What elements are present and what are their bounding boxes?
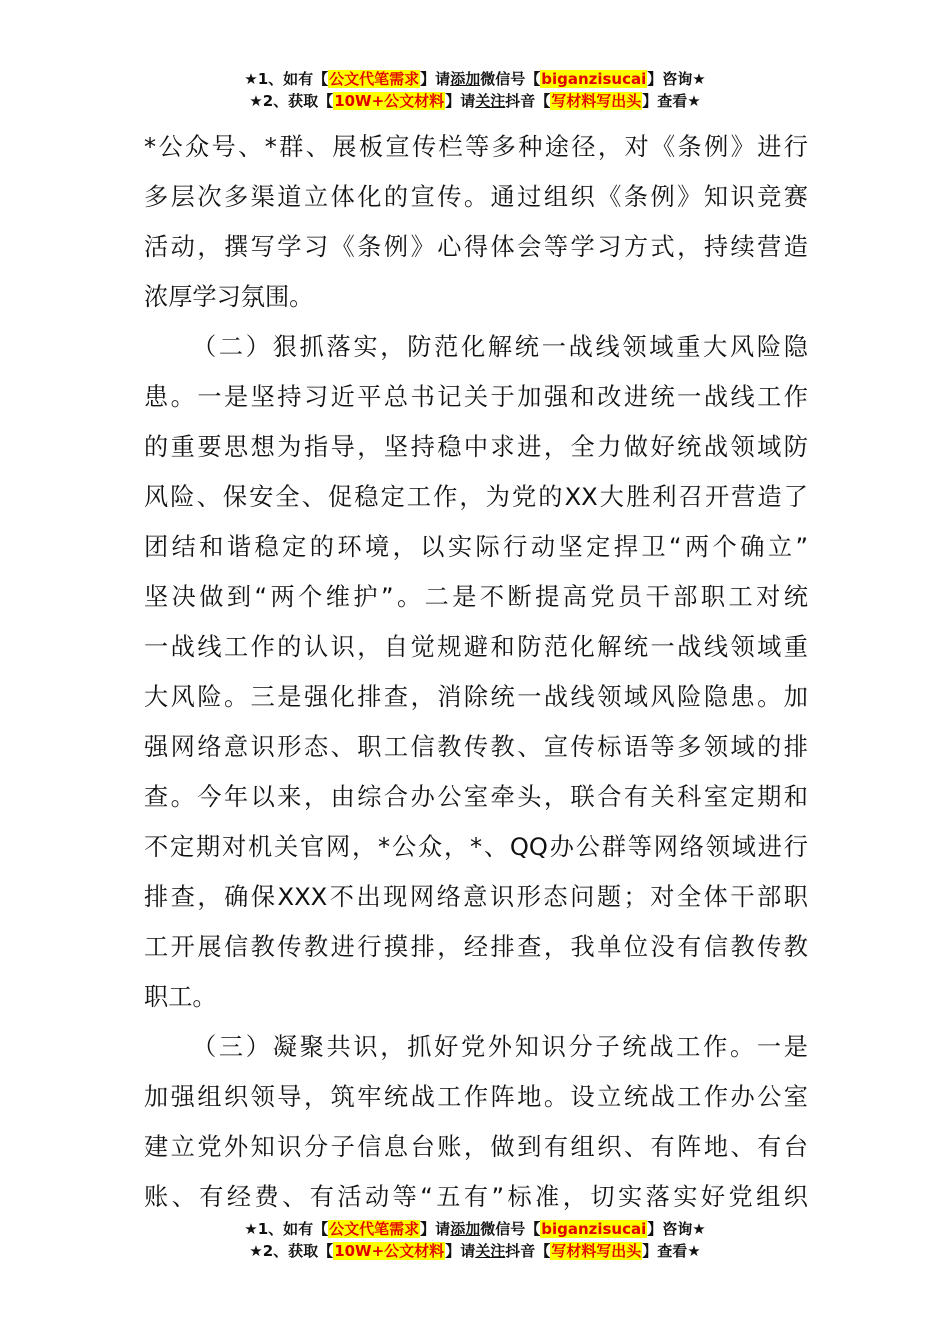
footer-line-1-suffix: 】咨询★ xyxy=(647,1220,706,1238)
body-line-11: 一战线工作的认识，自觉规避和防范化解统一战线领域重 xyxy=(144,633,808,661)
footer-banner xyxy=(0,1218,950,1262)
banner-highlight-wechat-id: biganzisucai xyxy=(541,70,647,88)
body-line-15: 不定期对机关官网，*公众，*、QQ办公群等网络领域进行 xyxy=(144,833,808,861)
footer-underline-add: 添加 xyxy=(450,1220,481,1238)
body-line-1: *公众号、*群、展板宣传栏等多种途径，对《条例》进行 xyxy=(144,133,808,161)
body-line-7: 的重要思想为指导，坚持稳中求进，全力做好统战领域防 xyxy=(144,433,808,461)
banner-line-2-mid1: 】请 xyxy=(445,92,476,110)
banner-line-2-prefix: ★2、获取【 xyxy=(249,92,334,110)
footer-line-2-mid1: 】请 xyxy=(445,1242,476,1260)
header-banner xyxy=(0,68,950,112)
banner-line-2-mid2: 抖音【 xyxy=(505,92,551,110)
banner-underline-add: 添加 xyxy=(450,70,481,88)
body-line-12: 大风险。三是强化排查，消除统一战线领域风险隐患。加 xyxy=(144,683,808,711)
body-line-8: 风险、保安全、促稳定工作，为党的XX大胜利召开营造了 xyxy=(144,483,808,511)
footer-line-1-prefix: ★1、如有【 xyxy=(244,1220,329,1238)
body-line-4: 浓厚学习氛围。 xyxy=(144,283,314,311)
body-line-19: （三）凝聚共识，抓好党外知识分子统战工作。一是 xyxy=(192,1033,808,1061)
footer-highlight-wechat-id: biganzisucai xyxy=(541,1220,647,1238)
banner-underline-follow: 关注 xyxy=(475,92,506,110)
banner-line-1-mid1: 】请 xyxy=(420,70,451,88)
banner-highlight-materials: 10W+公文材料 xyxy=(334,92,445,110)
banner-line-1-mid2: 微信号【 xyxy=(480,70,541,88)
body-line-2: 多层次多渠道立体化的宣传。通过组织《条例》知识竞赛 xyxy=(144,183,808,211)
footer-line-2-mid2: 抖音【 xyxy=(505,1242,551,1260)
body-line-21: 建立党外知识分子信息台账，做到有组织、有阵地、有台 xyxy=(144,1133,808,1161)
body-line-17: 工开展信教传教进行摸排，经排查，我单位没有信教传教 xyxy=(144,933,808,961)
body-line-14: 查。今年以来，由综合办公室牵头，联合有关科室定期和 xyxy=(144,783,808,811)
footer-line-2-suffix: 】查看★ xyxy=(642,1242,701,1260)
footer-underline-follow: 关注 xyxy=(475,1242,506,1260)
body-line-13: 强网络意识形态、职工信教传教、宣传标语等多领域的排 xyxy=(144,733,808,761)
footer-banner-line-2 xyxy=(0,1240,950,1262)
banner-line-2-suffix: 】查看★ xyxy=(642,92,701,110)
footer-line-1-mid2: 微信号【 xyxy=(480,1220,541,1238)
document-body xyxy=(144,122,808,1222)
body-line-6: 患。一是坚持习近平总书记关于加强和改进统一战线工作 xyxy=(144,383,808,411)
banner-highlight-douyin-id: 写材料写出头 xyxy=(551,92,642,110)
banner-line-2 xyxy=(0,90,950,112)
body-line-16: 排查，确保XXX不出现网络意识形态问题；对全体干部职 xyxy=(144,883,808,911)
banner-line-1-suffix: 】咨询★ xyxy=(647,70,706,88)
footer-line-1-mid1: 】请 xyxy=(420,1220,451,1238)
body-line-3: 活动，撰写学习《条例》心得体会等学习方式，持续营造 xyxy=(144,233,808,261)
banner-line-1 xyxy=(0,68,950,90)
body-line-9: 团结和谐稳定的环境，以实际行动坚定捍卫“两个确立” xyxy=(144,533,808,561)
footer-highlight-douyin-id: 写材料写出头 xyxy=(551,1242,642,1260)
body-line-22: 账、有经费、有活动等“五有”标准，切实落实好党组织 xyxy=(144,1183,808,1211)
body-line-20: 加强组织领导，筑牢统战工作阵地。设立统战工作办公室 xyxy=(144,1083,808,1111)
body-line-5: （二）狠抓落实，防范化解统一战线领域重大风险隐 xyxy=(192,333,808,361)
footer-highlight-service: 公文代笔需求 xyxy=(329,1220,420,1238)
footer-line-2-prefix: ★2、获取【 xyxy=(249,1242,334,1260)
footer-highlight-materials: 10W+公文材料 xyxy=(334,1242,445,1260)
banner-line-1-prefix: ★1、如有【 xyxy=(244,70,329,88)
body-line-18: 职工。 xyxy=(144,983,217,1011)
footer-banner-line-1 xyxy=(0,1218,950,1240)
banner-highlight-service: 公文代笔需求 xyxy=(329,70,420,88)
body-line-10: 坚决做到“两个维护”。二是不断提高党员干部职工对统 xyxy=(144,583,808,611)
